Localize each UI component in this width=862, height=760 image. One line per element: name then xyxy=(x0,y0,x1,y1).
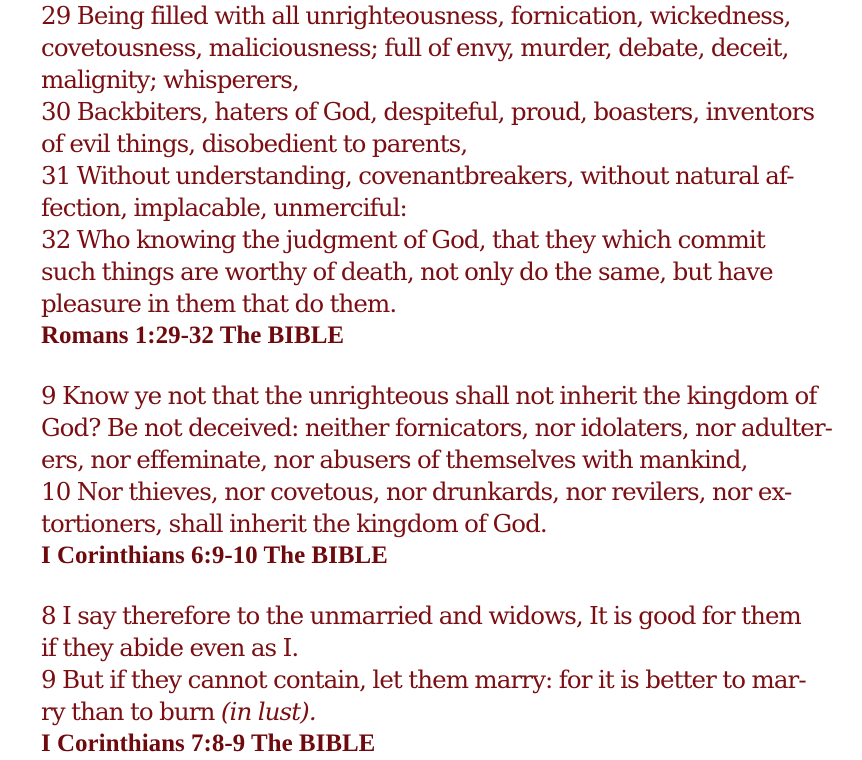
passage-spacer xyxy=(41,352,841,380)
passage-romans xyxy=(41,0,841,352)
verse-text: ry than to burn xyxy=(41,697,221,726)
verse-line: malignity; whisperers, xyxy=(41,65,299,94)
passage-corinthians-6 xyxy=(41,380,841,572)
verse-line: 10 Nor thieves, nor covetous, nor drunkards, nor revilers, nor ex- xyxy=(41,477,792,506)
verse-line: ers, nor effeminate, nor abusers of themselves with mankind, xyxy=(41,445,748,474)
scripture-page xyxy=(41,0,841,760)
passage-spacer xyxy=(41,572,841,600)
verse-line: fection, implacable, unmerciful: xyxy=(41,193,407,222)
verse-line: 30 Backbiters, haters of God, despiteful, proud, boasters, inventors xyxy=(41,97,815,126)
scripture-reference: I Corinthians 6:9-10 The BIBLE xyxy=(41,542,388,569)
verse-line: 29 Being filled with all unrighteousness, fornication, wickedness, xyxy=(41,1,791,30)
verse-line: 9 But if they cannot contain, let them marry: for it is better to mar- xyxy=(41,665,806,694)
verse-line: pleasure in them that do them. xyxy=(41,289,397,318)
scripture-reference: Romans 1:29-32 The BIBLE xyxy=(41,322,345,349)
verse-line-with-italic xyxy=(41,696,841,728)
verse-line: tortioners, shall inherit the kingdom of God. xyxy=(41,509,547,538)
verse-line: if they abide even as I. xyxy=(41,633,299,662)
verse-line: such things are worthy of death, not only do the same, but have xyxy=(41,257,773,286)
verse-line: covetousness, maliciousness; full of envy, murder, debate, deceit, xyxy=(41,33,789,62)
verse-line: 8 I say therefore to the unmarried and widows, It is good for them xyxy=(41,601,801,630)
scripture-reference: I Corinthians 7:8-9 The BIBLE xyxy=(41,730,376,757)
verse-line: of evil things, disobedient to parents, xyxy=(41,129,468,158)
verse-line: God? Be not deceived: neither fornicators, nor idolaters, nor adulter- xyxy=(41,413,833,442)
verse-line: 31 Without understanding, covenantbreakers, without natural af- xyxy=(41,161,794,190)
verse-line: 32 Who knowing the judgment of God, that they which commit xyxy=(41,225,765,254)
italic-annotation: (in lust). xyxy=(220,697,316,726)
passage-corinthians-7 xyxy=(41,600,841,760)
verse-line: 9 Know ye not that the unrighteous shall not inherit the kingdom of xyxy=(41,381,817,410)
